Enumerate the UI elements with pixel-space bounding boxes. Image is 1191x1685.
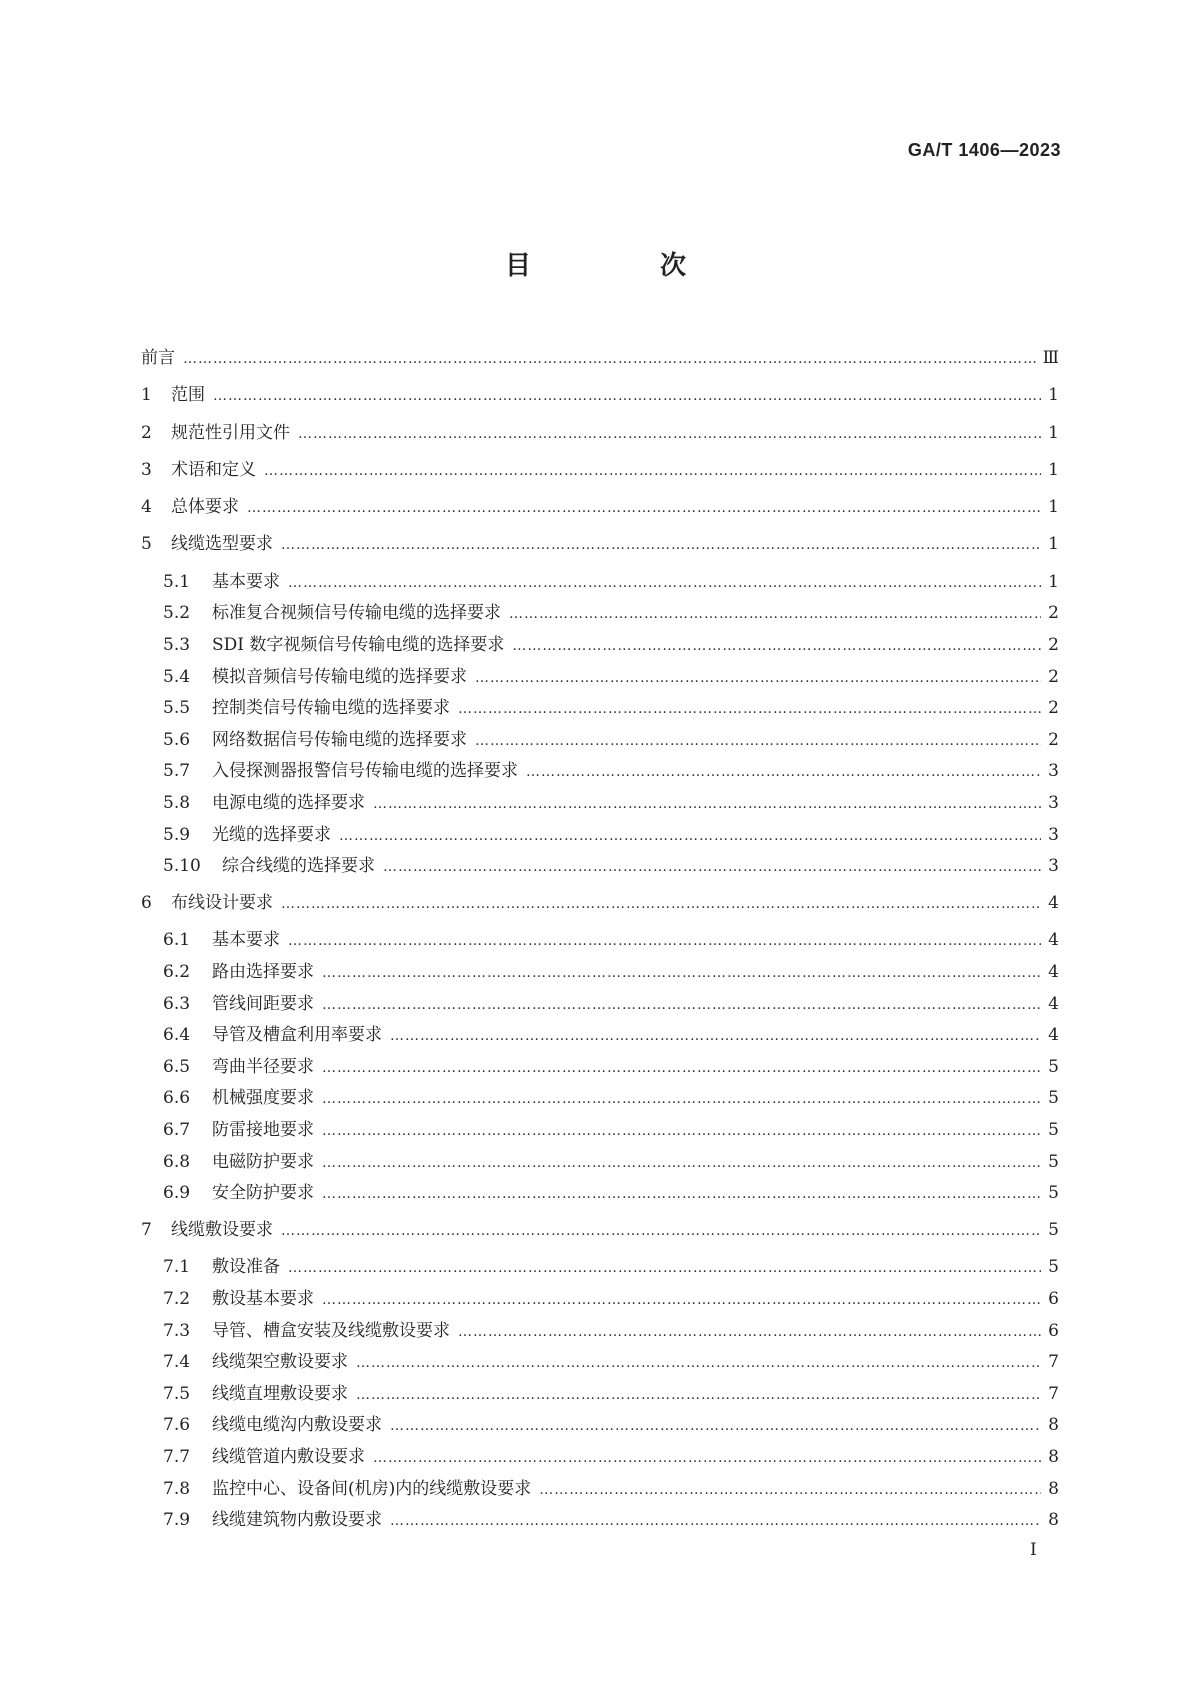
- toc-entry-number: 7.6: [163, 1415, 191, 1436]
- toc-entry-label: 线缆电缆沟内敷设要求: [212, 1415, 382, 1436]
- toc-entry[interactable]: [141, 1025, 1059, 1057]
- toc-entry-page: 1: [1048, 497, 1059, 518]
- toc-dot-leader: [390, 1026, 1041, 1046]
- toc-entry[interactable]: [141, 572, 1059, 604]
- toc-dot-leader: [322, 1089, 1041, 1109]
- toc-entry-label: 线缆管道内敷设要求: [212, 1447, 365, 1468]
- toc-dot-leader: [509, 604, 1041, 624]
- toc-entry-label: 入侵探测器报警信号传输电缆的选择要求: [212, 761, 518, 782]
- toc-entry-number: 5.1: [163, 571, 191, 592]
- toc-dot-leader: [322, 1153, 1041, 1173]
- toc-entry-number: 3: [141, 459, 152, 480]
- toc-entry-number: 6.9: [163, 1183, 191, 1204]
- toc-entry[interactable]: [141, 698, 1059, 730]
- toc-entry-label: 光缆的选择要求: [212, 824, 331, 845]
- toc-entry-label: 总体要求: [171, 497, 239, 518]
- toc-entry-label: 监控中心、设备间(机房)内的线缆敷设要求: [212, 1478, 532, 1499]
- toc-entry-label: 术语和定义: [171, 459, 256, 480]
- toc-entry-label: 线缆敷设要求: [171, 1220, 273, 1241]
- toc-entry-number: 4: [141, 497, 152, 518]
- toc-dot-leader: [322, 1290, 1041, 1310]
- toc-entry-label: SDI 数字视频信号传输电缆的选择要求: [212, 634, 505, 655]
- toc-dot-leader: [390, 1511, 1041, 1531]
- toc-entry-number: 5.5: [163, 698, 191, 719]
- toc-entry[interactable]: [141, 1120, 1059, 1152]
- toc-entry-label: 前言: [141, 348, 175, 368]
- toc-entry[interactable]: [141, 1152, 1059, 1184]
- toc-dot-leader: [373, 794, 1041, 814]
- toc-entry-page: 5: [1048, 1056, 1059, 1077]
- toc-entry-label: 电源电缆的选择要求: [212, 792, 365, 813]
- toc-entry-label: 弯曲半径要求: [212, 1056, 314, 1077]
- toc-entry-label: 防雷接地要求: [212, 1119, 314, 1140]
- toc-dot-leader: [322, 1121, 1041, 1141]
- toc-entry-number: 1: [141, 385, 152, 406]
- toc-entry-label: 电磁防护要求: [212, 1151, 314, 1172]
- toc-dot-leader: [512, 636, 1041, 656]
- toc-entry-page: 3: [1048, 824, 1059, 845]
- toc-entry-page: 2: [1048, 666, 1059, 687]
- toc-entry-page: 2: [1048, 729, 1059, 750]
- toc-dot-leader: [288, 573, 1041, 593]
- toc-entry-number: 6.3: [163, 993, 191, 1014]
- toc-entry-number: 5.3: [163, 634, 191, 655]
- toc-dot-leader: [247, 498, 1041, 518]
- toc-entry[interactable]: [141, 1352, 1059, 1384]
- toc-entry[interactable]: [141, 385, 1059, 422]
- toc-entry-label: 模拟音频信号传输电缆的选择要求: [212, 666, 467, 687]
- toc-entry-page: 8: [1048, 1415, 1059, 1436]
- toc-entry-label: 安全防护要求: [212, 1183, 314, 1204]
- toc-entry-page: 3: [1048, 856, 1059, 877]
- toc-entry-page: 5: [1048, 1151, 1059, 1172]
- toc-entry-number: 6.2: [163, 962, 191, 983]
- toc-entry[interactable]: [141, 930, 1059, 962]
- toc-entry-number: 6.5: [163, 1056, 191, 1077]
- toc-dot-leader: [264, 461, 1041, 481]
- toc-entry-label: 基本要求: [212, 930, 280, 951]
- toc-dot-leader: [458, 699, 1041, 719]
- toc-entry-page: 4: [1048, 930, 1059, 951]
- toc-dot-leader: [322, 1184, 1041, 1204]
- toc-entry-number: 7.2: [163, 1289, 191, 1310]
- toc-entry[interactable]: [141, 534, 1059, 571]
- toc-dot-leader: [356, 1385, 1041, 1405]
- toc-entry-page: 6: [1048, 1289, 1059, 1310]
- toc-entry-number: 6.7: [163, 1119, 191, 1140]
- toc-entry-number: 5.2: [163, 603, 191, 624]
- toc-entry[interactable]: [141, 1447, 1059, 1479]
- toc-entry[interactable]: [141, 1289, 1059, 1321]
- toc-entry[interactable]: [141, 497, 1059, 534]
- toc-dot-leader: [281, 1221, 1041, 1241]
- toc-entry-number: 7: [141, 1220, 152, 1241]
- toc-dot-leader: [322, 995, 1041, 1015]
- toc-entry-number: 5.7: [163, 761, 191, 782]
- toc-entry[interactable]: [141, 761, 1059, 793]
- toc-entry-number: 5.6: [163, 729, 191, 750]
- toc-entry-page: 8: [1048, 1447, 1059, 1468]
- toc-entry[interactable]: [141, 1088, 1059, 1120]
- toc-entry-number: 5.9: [163, 824, 191, 845]
- toc-dot-leader: [356, 1353, 1041, 1373]
- toc-dot-leader: [475, 668, 1041, 688]
- toc-entry-page: 7: [1048, 1383, 1059, 1404]
- toc-dot-leader: [288, 1258, 1041, 1278]
- toc-entry-label: 规范性引用文件: [171, 422, 290, 443]
- toc-dot-leader: [322, 963, 1041, 983]
- toc-entry-page: 1: [1048, 422, 1059, 443]
- toc-entry-number: 7.3: [163, 1320, 191, 1341]
- toc-entry-page: 6: [1048, 1320, 1059, 1341]
- toc-entry-label: 控制类信号传输电缆的选择要求: [212, 698, 450, 719]
- toc-entry-number: 2: [141, 422, 152, 443]
- toc-entry[interactable]: [141, 1057, 1059, 1089]
- toc-entry[interactable]: [141, 962, 1059, 994]
- toc-entry-page: 7: [1048, 1352, 1059, 1373]
- toc-entry-label: 范围: [171, 385, 205, 406]
- toc-entry[interactable]: [141, 603, 1059, 635]
- toc-entry-label: 导管及槽盒利用率要求: [212, 1025, 382, 1046]
- toc-entry-page: 5: [1048, 1183, 1059, 1204]
- toc-entry[interactable]: [141, 856, 1059, 893]
- toc-dot-leader: [539, 1480, 1041, 1500]
- toc-entry-label: 路由选择要求: [212, 962, 314, 983]
- toc-entry-page: 1: [1048, 459, 1059, 480]
- toc-entry-page: 4: [1048, 893, 1059, 914]
- toc-entry-label: 导管、槽盒安装及线缆敷设要求: [212, 1320, 450, 1341]
- toc-entry-page: 1: [1048, 571, 1059, 592]
- toc-dot-leader: [298, 424, 1041, 444]
- toc-entry-page: 8: [1048, 1478, 1059, 1499]
- toc-entry-page: 4: [1048, 962, 1059, 983]
- toc-entry[interactable]: [141, 1479, 1059, 1511]
- toc-entry[interactable]: [141, 1183, 1059, 1220]
- toc-entry-number: 7.8: [163, 1478, 191, 1499]
- toc-entry-page: 4: [1048, 993, 1059, 1014]
- toc-dot-leader: [526, 762, 1041, 782]
- toc-entry[interactable]: [141, 1257, 1059, 1289]
- toc-entry[interactable]: [141, 1220, 1059, 1257]
- toc-dot-leader: [339, 826, 1041, 846]
- toc-entry-number: 7.5: [163, 1383, 191, 1404]
- toc-entry[interactable]: [141, 348, 1059, 385]
- toc-entry-label: 敷设准备: [212, 1257, 280, 1278]
- toc-dot-leader: [281, 894, 1041, 914]
- toc-entry-page: 5: [1048, 1220, 1059, 1241]
- toc-entry-label: 管线间距要求: [212, 993, 314, 1014]
- toc-entry-label: 线缆建筑物内敷设要求: [212, 1510, 382, 1531]
- toc-entry-number: 5: [141, 534, 152, 555]
- toc-dot-leader: [373, 1448, 1041, 1468]
- toc-entry-page: 8: [1048, 1510, 1059, 1531]
- toc-entry-page: 2: [1048, 698, 1059, 719]
- standard-number: GA/T 1406—2023: [907, 140, 1061, 160]
- toc-entry-label: 基本要求: [212, 571, 280, 592]
- toc-entry[interactable]: [141, 1415, 1059, 1447]
- toc-entry-label: 标准复合视频信号传输电缆的选择要求: [212, 603, 501, 624]
- toc-entry[interactable]: [141, 1321, 1059, 1353]
- toc-entry[interactable]: [141, 730, 1059, 762]
- toc-entry[interactable]: [141, 635, 1059, 667]
- toc-entry-page: Ⅲ: [1042, 348, 1059, 368]
- toc-entry-page: 3: [1048, 792, 1059, 813]
- toc-entry-label: 线缆选型要求: [171, 534, 273, 555]
- toc-entry-label: 网络数据信号传输电缆的选择要求: [212, 729, 467, 750]
- toc-dot-leader: [475, 731, 1041, 751]
- toc-entry-page: 1: [1048, 534, 1059, 555]
- footer-page-number: I: [1030, 1540, 1037, 1560]
- toc-dot-leader: [213, 386, 1041, 406]
- toc-entry[interactable]: [141, 1384, 1059, 1416]
- toc-dot-leader: [458, 1322, 1041, 1342]
- table-of-contents: [141, 348, 1059, 1542]
- toc-entry-page: 2: [1048, 634, 1059, 655]
- toc-entry[interactable]: [141, 994, 1059, 1026]
- toc-entry-page: 2: [1048, 603, 1059, 624]
- toc-entry-page: 1: [1048, 385, 1059, 406]
- toc-entry-number: 6.1: [163, 930, 191, 951]
- toc-entry[interactable]: [141, 1510, 1059, 1542]
- toc-entry-number: 7.4: [163, 1352, 191, 1373]
- toc-entry-number: 5.4: [163, 666, 191, 687]
- toc-entry-number: 5.8: [163, 792, 191, 813]
- toc-entry-number: 6.6: [163, 1088, 191, 1109]
- toc-entry-label: 综合线缆的选择要求: [222, 856, 375, 877]
- toc-entry-page: 4: [1048, 1025, 1059, 1046]
- toc-entry-number: 6: [141, 893, 152, 914]
- page-title: 目 次: [504, 251, 747, 281]
- toc-entry[interactable]: [141, 423, 1059, 460]
- toc-entry[interactable]: [141, 793, 1059, 825]
- toc-entry-label: 布线设计要求: [171, 893, 273, 914]
- toc-entry-number: 5.10: [163, 856, 201, 877]
- toc-entry-number: 7.7: [163, 1447, 191, 1468]
- toc-entry[interactable]: [141, 460, 1059, 497]
- toc-entry-label: 敷设基本要求: [212, 1289, 314, 1310]
- toc-dot-leader: [281, 535, 1041, 555]
- toc-entry-number: 7.1: [163, 1257, 191, 1278]
- toc-entry[interactable]: [141, 667, 1059, 699]
- toc-entry-number: 6.4: [163, 1025, 191, 1046]
- toc-dot-leader: [288, 931, 1041, 951]
- toc-entry-label: 线缆架空敷设要求: [212, 1352, 348, 1373]
- toc-entry-page: 5: [1048, 1257, 1059, 1278]
- toc-entry-number: 7.9: [163, 1510, 191, 1531]
- toc-entry-label: 线缆直埋敷设要求: [212, 1383, 348, 1404]
- toc-dot-leader: [322, 1058, 1041, 1078]
- toc-entry-page: 5: [1048, 1119, 1059, 1140]
- toc-dot-leader: [183, 349, 1039, 369]
- toc-entry[interactable]: [141, 893, 1059, 930]
- toc-entry[interactable]: [141, 825, 1059, 857]
- toc-entry-label: 机械强度要求: [212, 1088, 314, 1109]
- toc-entry-page: 3: [1048, 761, 1059, 782]
- toc-entry-page: 5: [1048, 1088, 1059, 1109]
- toc-dot-leader: [390, 1416, 1041, 1436]
- toc-entry-number: 6.8: [163, 1151, 191, 1172]
- toc-dot-leader: [383, 857, 1041, 877]
